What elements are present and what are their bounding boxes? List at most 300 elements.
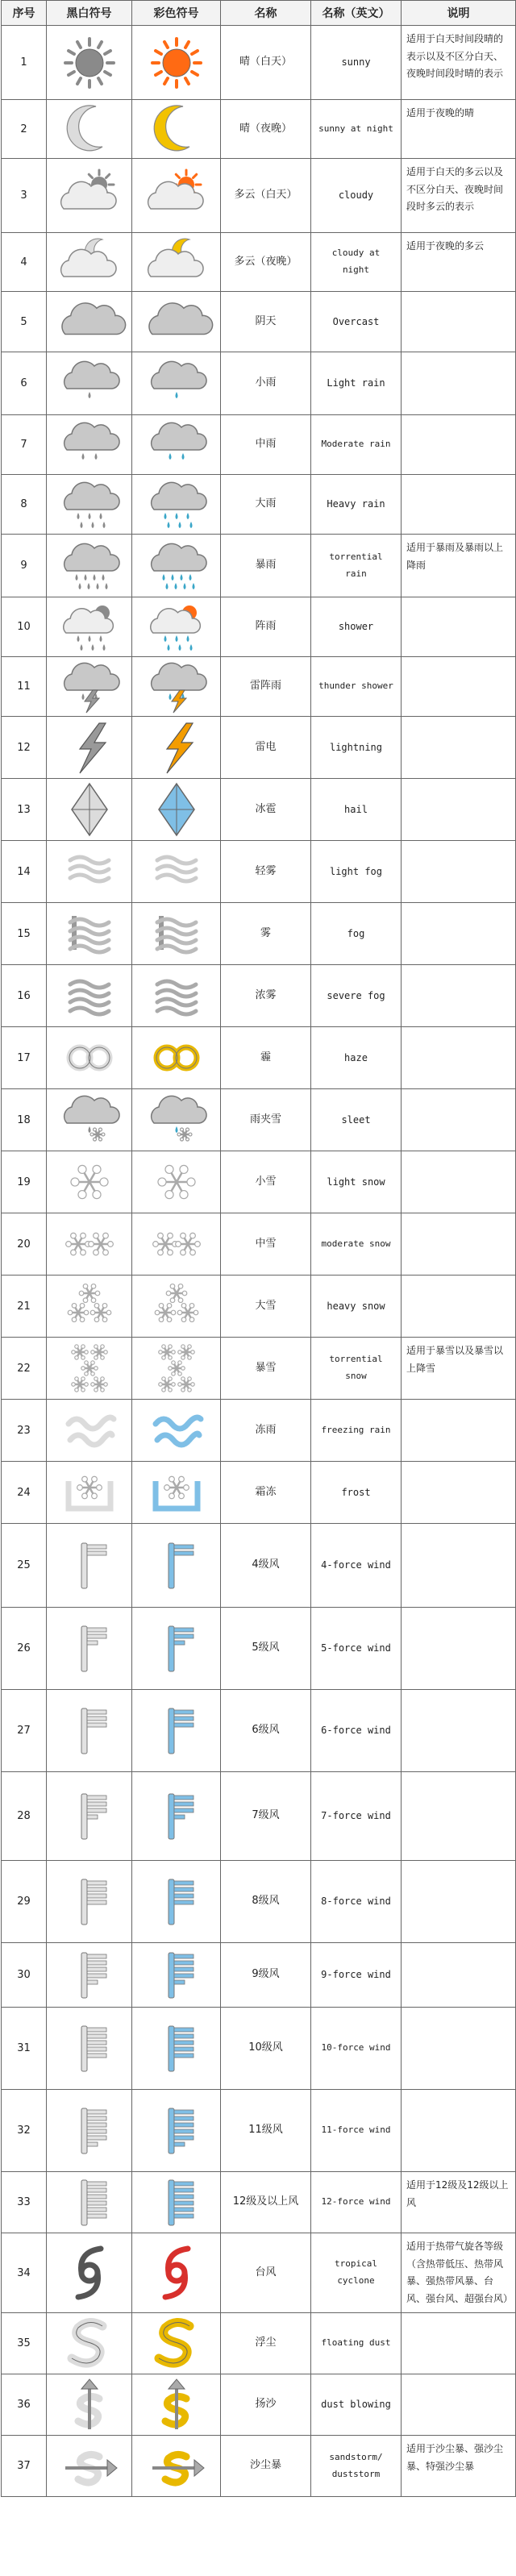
cloud-sun-color-icon <box>136 167 217 225</box>
row-name: 7级风 <box>221 1772 311 1861</box>
table-row <box>2 2436 516 2497</box>
color-icon-cell <box>132 535 221 597</box>
bw-icon-cell <box>47 841 132 903</box>
wind-7-bw-icon <box>49 1787 130 1846</box>
row-description <box>402 1943 516 2008</box>
table-row <box>2 1400 516 1462</box>
color-icon-cell <box>132 903 221 965</box>
row-name: 轻雾 <box>221 841 311 903</box>
row-number: 13 <box>2 779 47 841</box>
row-description <box>402 657 516 717</box>
row-number: 3 <box>2 159 47 233</box>
row-number: 27 <box>2 1690 47 1772</box>
row-english-name: 8-force wind <box>311 1861 402 1943</box>
wind-4-color-icon <box>136 1537 217 1595</box>
bw-icon-cell <box>47 1690 132 1772</box>
typhoon-color-icon <box>136 2244 217 2302</box>
row-name: 中雨 <box>221 415 311 475</box>
row-description <box>402 1276 516 1338</box>
row-name: 浮尘 <box>221 2313 311 2374</box>
row-number: 32 <box>2 2090 47 2172</box>
row-name: 暴雪 <box>221 1338 311 1400</box>
row-name: 霾 <box>221 1027 311 1089</box>
bw-icon-cell <box>47 159 132 233</box>
color-icon-cell <box>132 1276 221 1338</box>
haze-bw-icon <box>49 1029 130 1087</box>
fog-1-bw-icon <box>49 843 130 901</box>
row-name: 10级风 <box>221 2008 311 2090</box>
wind-10-color-icon <box>136 2020 217 2078</box>
bw-icon-cell <box>47 292 132 352</box>
snow-4-color-icon <box>136 1339 217 1397</box>
table-row <box>2 2233 516 2313</box>
row-description <box>402 352 516 415</box>
wind-9-color-icon <box>136 1946 217 2004</box>
header-desc: 说明 <box>402 1 516 26</box>
row-description <box>402 1213 516 1276</box>
row-number: 19 <box>2 1151 47 1213</box>
row-description <box>402 779 516 841</box>
snow-3-color-icon <box>136 1277 217 1335</box>
bw-icon-cell <box>47 1089 132 1151</box>
row-english-name: torrential rain <box>311 535 402 597</box>
color-icon-cell <box>132 1338 221 1400</box>
fog-2-bw-icon <box>49 905 130 963</box>
row-english-name: hail <box>311 779 402 841</box>
table-row <box>2 292 516 352</box>
row-english-name: sunny <box>311 26 402 100</box>
row-english-name: thunder shower <box>311 657 402 717</box>
bw-icon-cell <box>47 1151 132 1213</box>
color-icon-cell <box>132 1608 221 1690</box>
color-icon-cell <box>132 475 221 535</box>
row-name: 雷电 <box>221 717 311 779</box>
table-row <box>2 2172 516 2233</box>
row-name: 台风 <box>221 2233 311 2313</box>
color-icon-cell <box>132 159 221 233</box>
row-number: 11 <box>2 657 47 717</box>
row-english-name: Light rain <box>311 352 402 415</box>
row-number: 18 <box>2 1089 47 1151</box>
color-icon-cell <box>132 1524 221 1608</box>
shower-bw-icon <box>49 598 130 656</box>
bw-icon-cell <box>47 903 132 965</box>
wind-5-color-icon <box>136 1620 217 1678</box>
row-number: 30 <box>2 1943 47 2008</box>
bw-icon-cell <box>47 965 132 1027</box>
color-icon-cell <box>132 657 221 717</box>
wind-7-color-icon <box>136 1787 217 1846</box>
dust-blowing-bw-icon <box>49 2376 130 2434</box>
row-name: 12级及以上风 <box>221 2172 311 2233</box>
row-number: 21 <box>2 1276 47 1338</box>
dust-bw-icon <box>49 2315 130 2373</box>
freezing-rain-color-icon <box>136 1401 217 1459</box>
table-row <box>2 2374 516 2436</box>
rain-1-bw-icon <box>49 355 130 413</box>
row-english-name: 9-force wind <box>311 1943 402 2008</box>
row-english-name: shower <box>311 597 402 657</box>
row-description <box>402 1524 516 1608</box>
color-icon-cell <box>132 1943 221 2008</box>
row-number: 16 <box>2 965 47 1027</box>
row-description: 适用于夜晚的晴 <box>402 100 516 159</box>
row-name: 阴天 <box>221 292 311 352</box>
rain-3-bw-icon <box>49 476 130 534</box>
table-row <box>2 597 516 657</box>
sandstorm-color-icon <box>136 2437 217 2495</box>
bw-icon-cell <box>47 2436 132 2497</box>
bw-icon-cell <box>47 1276 132 1338</box>
color-icon-cell <box>132 26 221 100</box>
row-english-name: Moderate rain <box>311 415 402 475</box>
row-english-name: 6-force wind <box>311 1690 402 1772</box>
shower-color-icon <box>136 598 217 656</box>
row-description <box>402 2313 516 2374</box>
snow-1-color-icon <box>136 1153 217 1211</box>
wind-4-bw-icon <box>49 1537 130 1595</box>
bw-icon-cell <box>47 1462 132 1524</box>
row-english-name: haze <box>311 1027 402 1089</box>
row-number: 23 <box>2 1400 47 1462</box>
row-description <box>402 415 516 475</box>
row-name: 小雪 <box>221 1151 311 1213</box>
snow-2-bw-icon <box>49 1215 130 1273</box>
row-number: 4 <box>2 233 47 292</box>
row-name: 晴（白天） <box>221 26 311 100</box>
table-row <box>2 717 516 779</box>
snow-2-color-icon <box>136 1215 217 1273</box>
row-number: 8 <box>2 475 47 535</box>
wind-10-bw-icon <box>49 2020 130 2078</box>
bw-icon-cell <box>47 1524 132 1608</box>
row-name: 9级风 <box>221 1943 311 2008</box>
color-icon-cell <box>132 1690 221 1772</box>
row-name: 大雨 <box>221 475 311 535</box>
table-row <box>2 100 516 159</box>
table-row <box>2 159 516 233</box>
table-row <box>2 1027 516 1089</box>
row-description: 适用于热带气旋各等级（含热带低压、热带风暴、强热带风暴、台风、强台风、超强台风） <box>402 2233 516 2313</box>
table-row <box>2 779 516 841</box>
row-name: 11级风 <box>221 2090 311 2172</box>
row-description <box>402 1400 516 1462</box>
color-icon-cell <box>132 1089 221 1151</box>
row-description <box>402 2008 516 2090</box>
row-description: 适用于白天的多云以及不区分白天、夜晚时间段时多云的表示 <box>402 159 516 233</box>
fog-3-color-icon <box>136 967 217 1025</box>
row-english-name: freezing rain <box>311 1400 402 1462</box>
wind-12-color-icon <box>136 2174 217 2232</box>
table-row <box>2 1089 516 1151</box>
bw-icon-cell <box>47 1943 132 2008</box>
row-english-name: light fog <box>311 841 402 903</box>
table-row <box>2 1524 516 1608</box>
snow-3-bw-icon <box>49 1277 130 1335</box>
row-english-name: floating dust <box>311 2313 402 2374</box>
row-english-name: 7-force wind <box>311 1772 402 1861</box>
hail-color-icon <box>136 780 217 839</box>
row-number: 25 <box>2 1524 47 1608</box>
row-english-name: lightning <box>311 717 402 779</box>
row-number: 10 <box>2 597 47 657</box>
table-row <box>2 26 516 100</box>
typhoon-bw-icon <box>49 2244 130 2302</box>
bw-icon-cell <box>47 26 132 100</box>
row-description <box>402 475 516 535</box>
row-number: 1 <box>2 26 47 100</box>
color-icon-cell <box>132 352 221 415</box>
sleet-bw-icon <box>49 1091 130 1149</box>
color-icon-cell <box>132 597 221 657</box>
row-number: 29 <box>2 1861 47 1943</box>
wind-9-bw-icon <box>49 1946 130 2004</box>
bw-icon-cell <box>47 1608 132 1690</box>
sleet-color-icon <box>136 1091 217 1149</box>
bw-icon-cell <box>47 1338 132 1400</box>
color-icon-cell <box>132 2436 221 2497</box>
bw-icon-cell <box>47 352 132 415</box>
rain-2-color-icon <box>136 416 217 474</box>
row-name: 中雪 <box>221 1213 311 1276</box>
row-name: 冻雨 <box>221 1400 311 1462</box>
row-description <box>402 292 516 352</box>
cloud-sun-bw-icon <box>49 167 130 225</box>
row-name: 晴（夜晚） <box>221 100 311 159</box>
bw-icon-cell <box>47 2313 132 2374</box>
header-no: 序号 <box>2 1 47 26</box>
table-row <box>2 475 516 535</box>
color-icon-cell <box>132 2090 221 2172</box>
snow-4-bw-icon <box>49 1339 130 1397</box>
row-number: 12 <box>2 717 47 779</box>
row-description <box>402 965 516 1027</box>
wind-5-bw-icon <box>49 1620 130 1678</box>
row-english-name: 11-force wind <box>311 2090 402 2172</box>
color-icon-cell <box>132 2172 221 2233</box>
row-name: 多云（白天） <box>221 159 311 233</box>
sandstorm-bw-icon <box>49 2437 130 2495</box>
lightning-bw-icon <box>49 718 130 776</box>
row-english-name: moderate snow <box>311 1213 402 1276</box>
row-english-name: dust blowing <box>311 2374 402 2436</box>
row-number: 24 <box>2 1462 47 1524</box>
table-row <box>2 2090 516 2172</box>
row-english-name: sleet <box>311 1089 402 1151</box>
table-row <box>2 233 516 292</box>
color-icon-cell <box>132 100 221 159</box>
rain-2-bw-icon <box>49 416 130 474</box>
bw-icon-cell <box>47 535 132 597</box>
bw-icon-cell <box>47 1400 132 1462</box>
fog-2-color-icon <box>136 905 217 963</box>
overcast-color-icon <box>136 293 217 351</box>
row-name: 多云（夜晚） <box>221 233 311 292</box>
bw-icon-cell <box>47 415 132 475</box>
row-description <box>402 1690 516 1772</box>
rain-4-color-icon <box>136 537 217 595</box>
thunder-shower-color-icon <box>136 658 217 716</box>
row-english-name: frost <box>311 1462 402 1524</box>
header-en: 名称（英文） <box>311 1 402 26</box>
row-description <box>402 903 516 965</box>
rain-1-color-icon <box>136 355 217 413</box>
table-row <box>2 965 516 1027</box>
frost-bw-icon <box>49 1463 130 1521</box>
cloud-moon-bw-icon <box>49 233 130 291</box>
color-icon-cell <box>132 2008 221 2090</box>
row-english-name: severe fog <box>311 965 402 1027</box>
row-english-name: light snow <box>311 1151 402 1213</box>
color-icon-cell <box>132 1027 221 1089</box>
row-number: 9 <box>2 535 47 597</box>
row-number: 14 <box>2 841 47 903</box>
bw-icon-cell <box>47 657 132 717</box>
row-description: 适用于夜晚的多云 <box>402 233 516 292</box>
hail-bw-icon <box>49 780 130 839</box>
color-icon-cell <box>132 2374 221 2436</box>
row-name: 4级风 <box>221 1524 311 1608</box>
row-number: 22 <box>2 1338 47 1400</box>
row-description: 适用于12级及12级以上风 <box>402 2172 516 2233</box>
row-number: 35 <box>2 2313 47 2374</box>
row-number: 7 <box>2 415 47 475</box>
dust-color-icon <box>136 2315 217 2373</box>
row-number: 2 <box>2 100 47 159</box>
row-name: 雾 <box>221 903 311 965</box>
table-row <box>2 1690 516 1772</box>
table-row <box>2 535 516 597</box>
row-name: 霜冻 <box>221 1462 311 1524</box>
color-icon-cell <box>132 1151 221 1213</box>
color-icon-cell <box>132 841 221 903</box>
wind-12-bw-icon <box>49 2174 130 2232</box>
color-icon-cell <box>132 1861 221 1943</box>
row-english-name: fog <box>311 903 402 965</box>
bw-icon-cell <box>47 1213 132 1276</box>
color-icon-cell <box>132 1400 221 1462</box>
table-row <box>2 1276 516 1338</box>
fog-3-bw-icon <box>49 967 130 1025</box>
bw-icon-cell <box>47 2008 132 2090</box>
bw-icon-cell <box>47 597 132 657</box>
table-row <box>2 2313 516 2374</box>
row-name: 扬沙 <box>221 2374 311 2436</box>
row-english-name: cloudy <box>311 159 402 233</box>
row-description <box>402 1027 516 1089</box>
rain-3-color-icon <box>136 476 217 534</box>
table-row <box>2 352 516 415</box>
rain-4-bw-icon <box>49 537 130 595</box>
row-number: 33 <box>2 2172 47 2233</box>
table-row <box>2 1462 516 1524</box>
row-name: 雨夹雪 <box>221 1089 311 1151</box>
header-bw: 黑白符号 <box>47 1 132 26</box>
row-english-name: 10-force wind <box>311 2008 402 2090</box>
row-name: 沙尘暴 <box>221 2436 311 2497</box>
color-icon-cell <box>132 779 221 841</box>
lightning-color-icon <box>136 718 217 776</box>
cloud-moon-color-icon <box>136 233 217 291</box>
table-row <box>2 841 516 903</box>
row-number: 5 <box>2 292 47 352</box>
color-icon-cell <box>132 1462 221 1524</box>
row-description <box>402 2090 516 2172</box>
color-icon-cell <box>132 1772 221 1861</box>
table-row <box>2 1213 516 1276</box>
row-description <box>402 2374 516 2436</box>
row-name: 浓雾 <box>221 965 311 1027</box>
fog-1-color-icon <box>136 843 217 901</box>
row-description: 适用于沙尘暴、强沙尘暴、特强沙尘暴 <box>402 2436 516 2497</box>
row-name: 8级风 <box>221 1861 311 1943</box>
row-name: 5级风 <box>221 1608 311 1690</box>
row-description: 适用于白天时间段晴的表示以及不区分白天、夜晚时间段时晴的表示 <box>402 26 516 100</box>
color-icon-cell <box>132 233 221 292</box>
row-number: 37 <box>2 2436 47 2497</box>
row-english-name: 12-force wind <box>311 2172 402 2233</box>
color-icon-cell <box>132 965 221 1027</box>
header-color: 彩色符号 <box>132 1 221 26</box>
dust-blowing-color-icon <box>136 2376 217 2434</box>
table-row <box>2 1943 516 2008</box>
bw-icon-cell <box>47 2172 132 2233</box>
row-description <box>402 1089 516 1151</box>
color-icon-cell <box>132 1213 221 1276</box>
row-number: 20 <box>2 1213 47 1276</box>
row-english-name: tropical cyclone <box>311 2233 402 2313</box>
row-number: 26 <box>2 1608 47 1690</box>
bw-icon-cell <box>47 2233 132 2313</box>
wind-8-color-icon <box>136 1873 217 1931</box>
moon-bw-icon <box>49 100 130 158</box>
table-row <box>2 2008 516 2090</box>
bw-icon-cell <box>47 2374 132 2436</box>
freezing-rain-bw-icon <box>49 1401 130 1459</box>
row-description <box>402 717 516 779</box>
row-description <box>402 1462 516 1524</box>
row-number: 15 <box>2 903 47 965</box>
bw-icon-cell <box>47 475 132 535</box>
color-icon-cell <box>132 2313 221 2374</box>
color-icon-cell <box>132 717 221 779</box>
sun-bw-icon <box>49 34 130 92</box>
bw-icon-cell <box>47 779 132 841</box>
table-row <box>2 1608 516 1690</box>
row-number: 28 <box>2 1772 47 1861</box>
row-number: 36 <box>2 2374 47 2436</box>
row-number: 6 <box>2 352 47 415</box>
color-icon-cell <box>132 2233 221 2313</box>
overcast-bw-icon <box>49 293 130 351</box>
bw-icon-cell <box>47 1027 132 1089</box>
bw-icon-cell <box>47 717 132 779</box>
row-description <box>402 841 516 903</box>
table-row <box>2 657 516 717</box>
wind-8-bw-icon <box>49 1873 130 1931</box>
row-number: 31 <box>2 2008 47 2090</box>
row-name: 冰雹 <box>221 779 311 841</box>
weather-symbols-table <box>1 0 516 2497</box>
row-description <box>402 597 516 657</box>
bw-icon-cell <box>47 2090 132 2172</box>
table-row <box>2 1338 516 1400</box>
row-description <box>402 1608 516 1690</box>
bw-icon-cell <box>47 233 132 292</box>
row-description: 适用于暴雨及暴雨以上降雨 <box>402 535 516 597</box>
color-icon-cell <box>132 292 221 352</box>
table-row <box>2 1772 516 1861</box>
